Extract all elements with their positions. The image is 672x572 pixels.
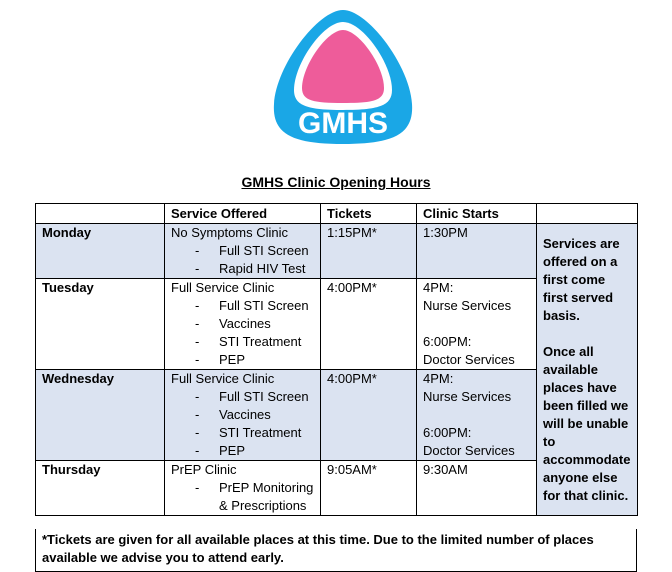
service-item: - STI Treatment xyxy=(171,424,314,442)
service-item: - Full STI Screen xyxy=(171,242,314,260)
start-line: 6:00PM: xyxy=(423,334,472,349)
day-cell: Thursday xyxy=(36,461,165,516)
header-clinic-starts: Clinic Starts xyxy=(417,204,537,224)
start-line: Doctor Services xyxy=(423,352,515,367)
start-line: Doctor Services xyxy=(423,443,515,458)
services-note xyxy=(537,224,638,516)
service-cell xyxy=(165,461,321,516)
service-item: - Vaccines xyxy=(171,315,314,333)
table-header-row xyxy=(36,204,638,224)
starts-cell xyxy=(417,370,537,461)
day-cell: Wednesday xyxy=(36,370,165,461)
starts-cell xyxy=(417,279,537,370)
opening-hours-table xyxy=(35,203,638,516)
service-cell xyxy=(165,370,321,461)
service-cell xyxy=(165,279,321,370)
service-item: - STI Treatment xyxy=(171,333,314,351)
header-note xyxy=(537,204,638,224)
start-line: 6:00PM: xyxy=(423,425,472,440)
header-tickets: Tickets xyxy=(321,204,417,224)
service-item: - PEP xyxy=(171,351,314,369)
logo-text: GMHS xyxy=(298,107,388,140)
service-name: Full Service Clinic xyxy=(171,371,275,386)
note-paragraph: Services are offered on a first come first served basis. xyxy=(543,235,620,323)
table-row xyxy=(36,224,638,279)
start-line: Nurse Services xyxy=(423,389,512,404)
service-item: - Full STI Screen xyxy=(171,388,314,406)
tickets-cell: 9:05AM* xyxy=(321,461,417,516)
page-title: GMHS Clinic Opening Hours xyxy=(241,174,431,190)
start-line: 1:30PM xyxy=(423,225,468,240)
tickets-footnote: *Tickets are given for all available places at this time. Due to the limited number of places available we advise you to attend early. xyxy=(35,529,637,572)
service-name: PrEP Clinic xyxy=(171,462,237,477)
day-cell: Tuesday xyxy=(36,279,165,370)
gmhs-logo xyxy=(270,6,416,146)
tickets-cell: 1:15PM* xyxy=(321,224,417,279)
header-day xyxy=(36,204,165,224)
service-item: - Full STI Screen xyxy=(171,297,314,315)
service-cell xyxy=(165,224,321,279)
starts-cell xyxy=(417,224,537,279)
service-name: Full Service Clinic xyxy=(171,280,275,295)
start-line: 4PM: xyxy=(423,371,454,386)
service-item: - Vaccines xyxy=(171,406,314,424)
service-name: No Symptoms Clinic xyxy=(171,225,289,240)
note-paragraph: Once all available places have been filled we will be unable to accommodate anyone else for that clinic. xyxy=(543,343,631,503)
service-item: - PEP xyxy=(171,442,314,460)
service-item: - Rapid HIV Test xyxy=(171,260,314,278)
tickets-cell: 4:00PM* xyxy=(321,370,417,461)
header-service: Service Offered xyxy=(165,204,321,224)
tickets-cell: 4:00PM* xyxy=(321,279,417,370)
starts-cell xyxy=(417,461,537,516)
service-item: - PrEP Monitoring & Prescriptions xyxy=(171,479,314,515)
start-line: 9:30AM xyxy=(423,462,468,477)
start-line: Nurse Services xyxy=(423,298,512,313)
start-line: 4PM: xyxy=(423,280,454,295)
day-cell: Monday xyxy=(36,224,165,279)
